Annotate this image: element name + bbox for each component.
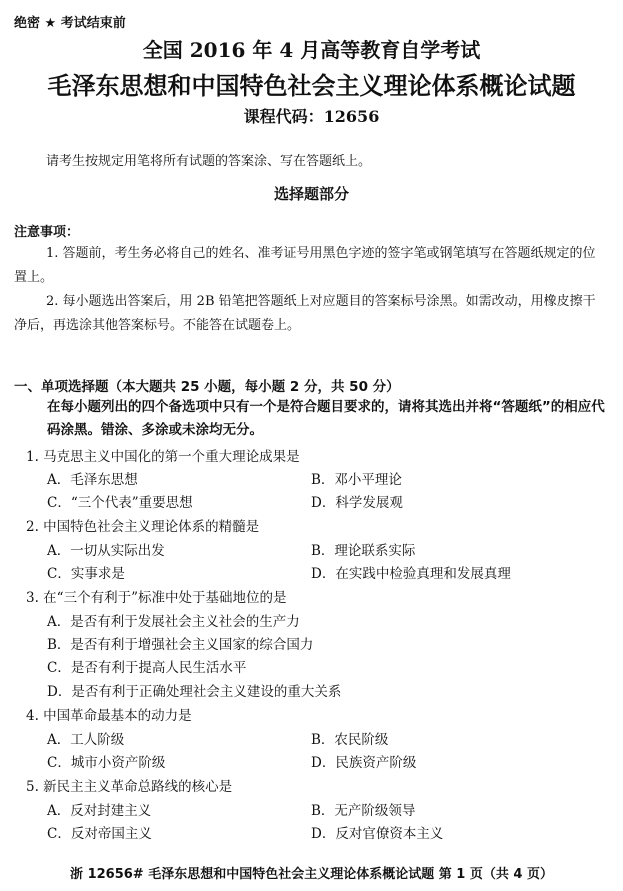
section-title: 选择题部分	[273, 185, 349, 203]
option: D．科学发展观	[311, 495, 403, 511]
option: D．是否有利于正确处理社会主义建设的重大关系	[47, 684, 342, 700]
confidential-label: 绝密 ★ 考试结束前	[14, 16, 126, 31]
part-description: 在每小题列出的四个备选项中只有一个是符合题目要求的，请将其选出并将“答题纸”的相应代码涂黑。错涂、多涂或未涂均无分。	[47, 399, 605, 438]
question-stem: 1. 马克思主义中国化的第一个重大理论成果是	[26, 449, 300, 465]
option: A．是否有利于发展社会主义社会的生产力	[47, 614, 300, 630]
option: B．邓小平理论	[311, 472, 402, 488]
option: D．在实践中检验真理和发展真理	[311, 566, 511, 582]
option: C．城市小资产阶级	[47, 755, 166, 771]
option: C．是否有利于提高人民生活水平	[47, 660, 247, 676]
option: D．民族资产阶级	[311, 755, 417, 771]
option: A．工人阶级	[47, 732, 125, 748]
notice-title: 注意事项：	[14, 225, 80, 240]
course-code: 课程代码：12656	[243, 107, 380, 126]
option: C．反对帝国主义	[47, 826, 152, 842]
option: B．是否有利于增强社会主义国家的综合国力	[47, 637, 314, 653]
part-heading: 一、单项选择题（本大题共 25 小题，每小题 2 分，共 50 分）	[14, 379, 400, 395]
option: A．一切从实际出发	[47, 543, 165, 559]
option: C．“三个代表”重要思想	[47, 495, 193, 511]
question-stem: 4. 中国革命最基本的动力是	[26, 708, 192, 724]
option: A．毛泽东思想	[47, 472, 138, 488]
option: B．理论联系实际	[311, 543, 416, 559]
option: C．实事求是	[47, 566, 125, 582]
question-stem: 5. 新民主主义革命总路线的核心是	[26, 779, 233, 795]
option: B．无产阶级领导	[311, 803, 416, 819]
notice-item: 2. 每小题选出答案后，用 2B 铅笔把答题纸上对应题目的答案标号涂黑。如需改动，用橡皮擦干净后，再选涂其他答案标号。不能答在试题卷上。	[14, 294, 596, 333]
option: B．农民阶级	[311, 732, 389, 748]
exam-title: 全国 2016 年 4 月高等教育自学考试	[142, 38, 481, 62]
question-stem: 3. 在“三个有利于”标准中处于基础地位的是	[26, 590, 287, 606]
answer-instruction: 请考生按规定用笔将所有试题的答案涂、写在答题纸上。	[46, 154, 372, 169]
subject-title: 毛泽东思想和中国特色社会主义理论体系概论试题	[47, 71, 576, 100]
page-footer: 浙 12656# 毛泽东思想和中国特色社会主义理论体系概论试题 第 1 页（共 4 页）	[70, 867, 553, 882]
option: D．反对官僚资本主义	[311, 826, 444, 842]
option: A．反对封建主义	[47, 803, 152, 819]
notice-item: 1. 答题前，考生务必将自己的姓名、准考证号用黑色字迹的签字笔或钢笔填写在答题纸规定的位置上。	[14, 246, 596, 285]
question-stem: 2. 中国特色社会主义理论体系的精髓是	[26, 519, 260, 535]
